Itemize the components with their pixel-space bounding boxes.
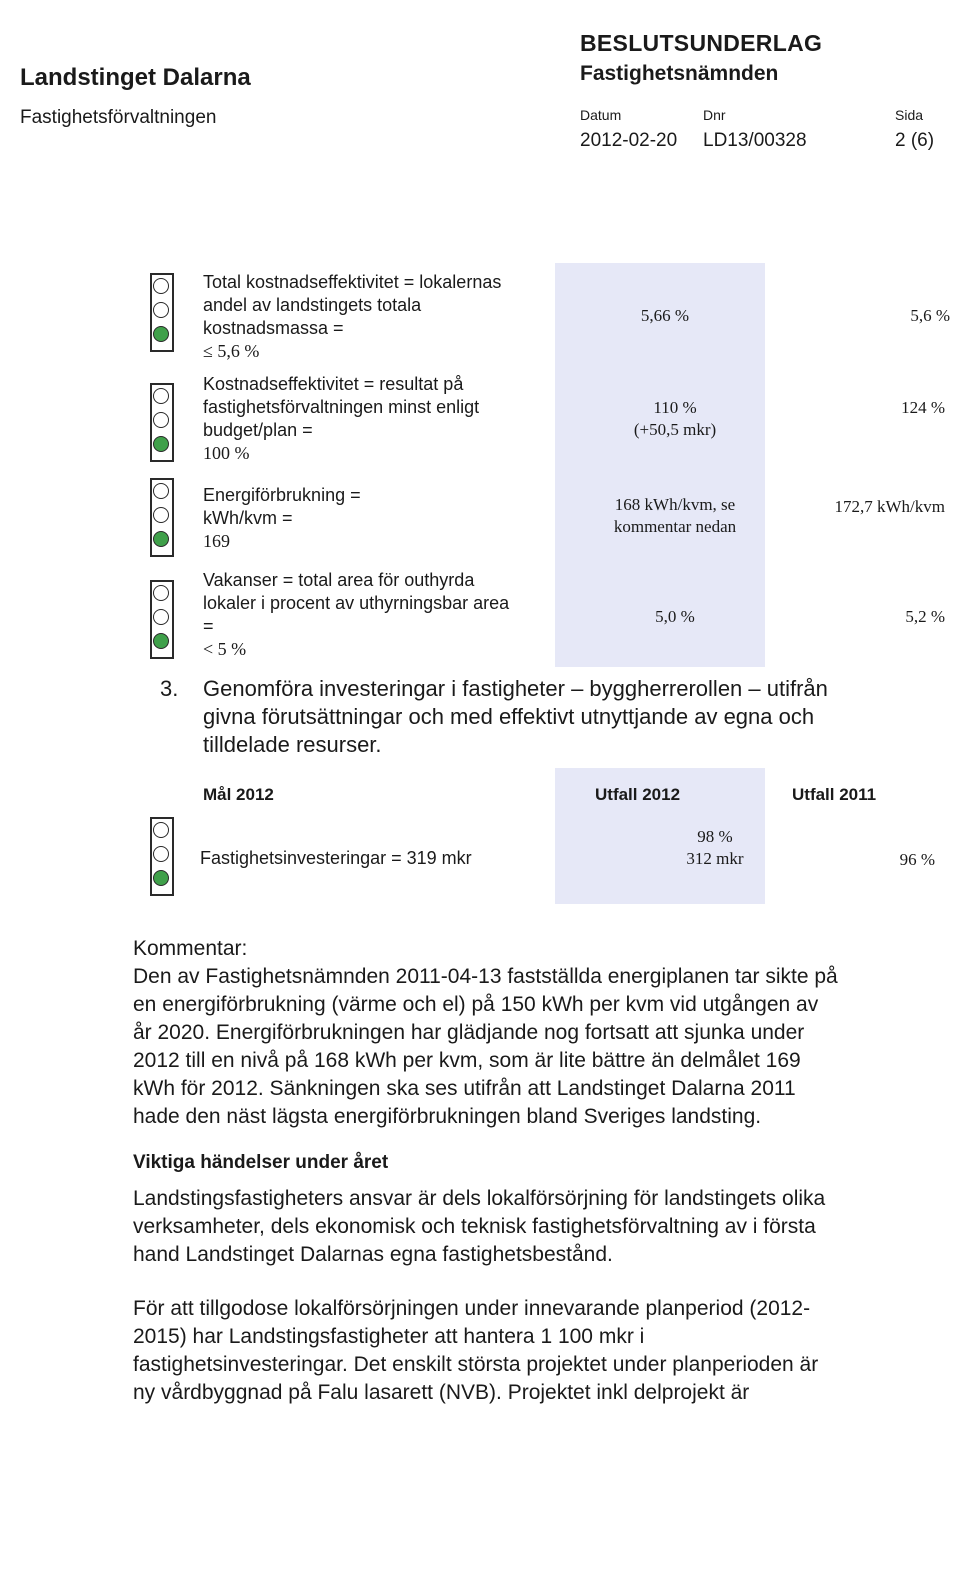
indicator-1-goal: Total kostnadseffektivitet = lokalernas andel av landstingets totala kostnadsmassa = ≤ 5,6 % <box>203 272 502 361</box>
date-value: 2012-02-20 <box>580 130 678 151</box>
investment-goal: Fastighetsinvesteringar = 319 mkr <box>200 848 472 868</box>
investment-utfall-2012: 98 % 312 mkr <box>686 827 744 868</box>
traffic-light-icon <box>150 817 174 896</box>
indicator-4-utfall-2012: 5,0 % <box>655 607 695 626</box>
column-header-utfall-2012: Utfall 2012 <box>595 785 681 804</box>
column-header-utfall-2011: Utfall 2011 <box>792 785 877 804</box>
board-name: Fastighetsnämnden <box>580 62 779 85</box>
comment-label: Kommentar: <box>133 937 248 960</box>
section-number: 3. <box>160 676 179 701</box>
indicator-2-utfall-2012: 110 % (+50,5 mkr) <box>633 398 717 439</box>
section-title: Genomföra investeringar i fastigheter – byggherrerollen – utifrån givna förutsättningar och med effektivt utnyttjande av egna och tilldelade resurser. <box>203 676 828 757</box>
events-paragraph-1: Landstingsfastigheters ansvar är dels lokalförsörjning för landstingets olika verksamheter, dels ekonomisk och teknisk fastighetsförvaltning av i första hand Landstinget Dalarnas egna fastighetsbestånd. <box>133 1187 826 1266</box>
traffic-light-icon <box>150 580 174 659</box>
date-label: Datum <box>580 107 622 123</box>
comment-text: Den av Fastighetsnämnden 2011-04-13 fastställda energiplanen tar sikte på en energiförbrukning (värme och el) på 150 kWh per kvm vid utgången av år 2020. Energiförbrukningen har glädjande nog fortsatt att sjunka under 2012 till en nivå på 168 kWh per kvm, som är lite bättre än delmålet 169 kWh för 2012. Sänkningen ska ses utifrån att Landstinget Dalarna 2011 hade den näst lägsta energiförbrukningen bland Sveriges landsting. <box>133 965 838 1128</box>
indicator-4-utfall-2011: 5,2 % <box>905 607 945 626</box>
indicator-3-utfall-2011: 172,7 kWh/kvm <box>834 497 945 516</box>
indicator-2-goal: Kostnadseffektivitet = resultat på fastighetsförvaltningen minst enligt budget/plan = 100 % <box>203 374 480 463</box>
department-name: Fastighetsförvaltningen <box>20 107 217 128</box>
indicator-4-goal: Vakanser = total area för outhyrda lokaler i procent av uthyrningsbar area = < 5 % <box>203 570 510 659</box>
indicator-1-utfall-2011: 5,6 % <box>910 306 950 325</box>
traffic-light-icon <box>150 383 174 462</box>
indicator-3-utfall-2012: 168 kWh/kvm, se kommentar nedan <box>613 495 737 536</box>
indicator-3-goal: Energiförbrukning = kWh/kvm = 169 <box>203 485 361 551</box>
page-value: 2 (6) <box>895 130 935 151</box>
investment-utfall-2011: 96 % <box>899 850 935 869</box>
page-label: Sida <box>895 107 924 123</box>
events-paragraph-2: För att tillgodose lokalförsörjningen under innevarande planperiod (2012- 2015) har Landstingsfastigheter att hantera 1 100 mkr i fastighetsinvesteringar. Det enskilt största projektet under planperioden är ny vårdbyggnad på Falu lasarett (NVB). Projektet inkl delprojekt är <box>133 1297 819 1404</box>
indicator-2-utfall-2011: 124 % <box>901 398 945 417</box>
indicator-1-utfall-2012: 5,66 % <box>640 306 690 325</box>
traffic-light-icon <box>150 273 174 352</box>
document-type: BESLUTSUNDERLAG <box>580 30 823 56</box>
dnr-value: LD13/00328 <box>703 130 807 151</box>
traffic-light-icon <box>150 478 174 557</box>
events-heading: Viktiga händelser under året <box>133 1152 389 1173</box>
dnr-label: Dnr <box>703 107 726 123</box>
column-header-goal: Mål 2012 <box>203 785 274 804</box>
organization-name: Landstinget Dalarna <box>20 64 251 91</box>
